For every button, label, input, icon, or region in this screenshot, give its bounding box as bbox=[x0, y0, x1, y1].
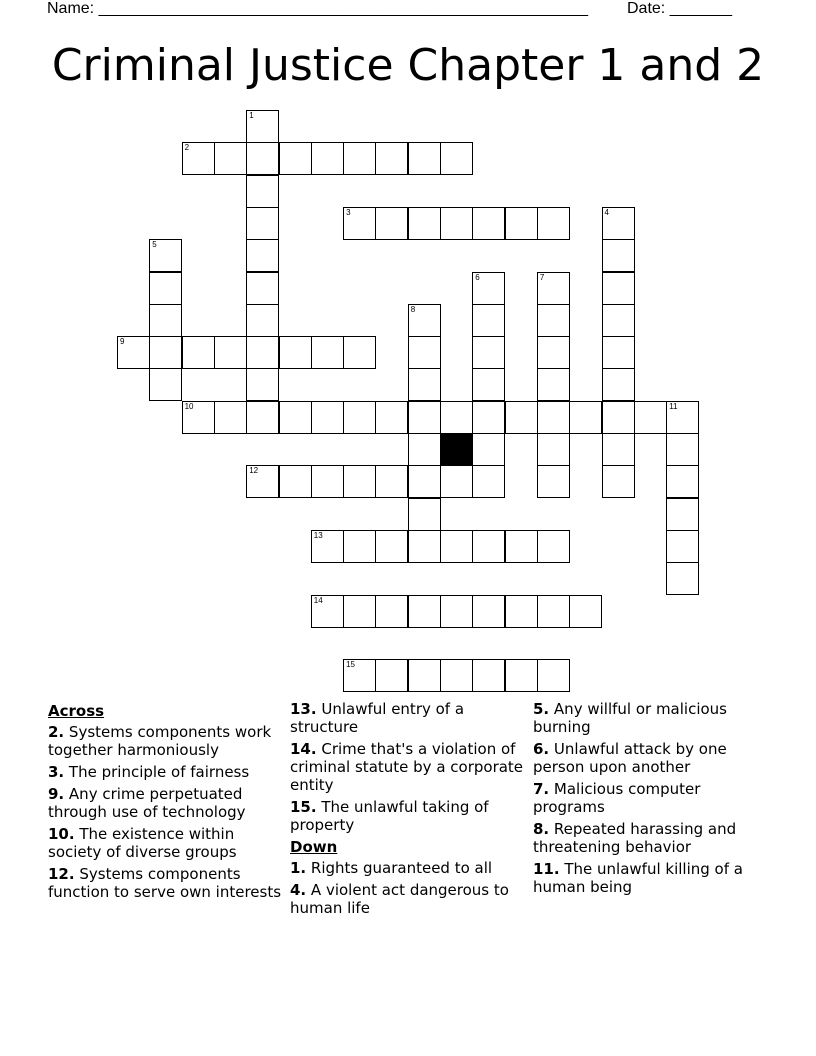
grid-cell[interactable] bbox=[602, 433, 635, 466]
grid-cell[interactable] bbox=[246, 239, 279, 272]
grid-cell[interactable] bbox=[408, 368, 441, 401]
grid-cell[interactable] bbox=[408, 401, 441, 434]
grid-cell[interactable] bbox=[343, 336, 376, 369]
grid-cell[interactable] bbox=[440, 401, 473, 434]
grid-cell[interactable] bbox=[440, 659, 473, 692]
grid-cell[interactable] bbox=[246, 465, 279, 498]
grid-cell[interactable] bbox=[311, 401, 344, 434]
grid-cell[interactable] bbox=[343, 659, 376, 692]
clue-across-10: 10. The existence within society of diverse groups bbox=[48, 825, 237, 861]
grid-cell[interactable] bbox=[279, 465, 312, 498]
grid-cell[interactable] bbox=[602, 465, 635, 498]
grid-cell[interactable] bbox=[182, 401, 215, 434]
grid-cell[interactable] bbox=[440, 465, 473, 498]
grid-cell[interactable] bbox=[246, 368, 279, 401]
clue-down-5: 5. Any willful or malicious burning bbox=[533, 700, 727, 736]
grid-cell[interactable] bbox=[182, 142, 215, 175]
clue-across-15: 15. The unlawful taking of property bbox=[290, 798, 489, 834]
grid-cell[interactable] bbox=[246, 304, 279, 337]
cell-number: 8 bbox=[410, 304, 416, 314]
grid-cell[interactable] bbox=[408, 142, 441, 175]
grid-cell[interactable] bbox=[440, 595, 473, 628]
grid-cell[interactable] bbox=[537, 401, 570, 434]
grid-cell[interactable] bbox=[246, 207, 279, 240]
grid-cell[interactable] bbox=[311, 142, 344, 175]
cell-number: 15 bbox=[346, 660, 355, 670]
grid-cell[interactable] bbox=[472, 530, 505, 563]
cell-number: 6 bbox=[475, 272, 480, 282]
grid-cell[interactable] bbox=[537, 304, 570, 337]
grid-cell[interactable] bbox=[505, 659, 538, 692]
grid-cell-blocked bbox=[440, 433, 473, 466]
grid-cell[interactable] bbox=[505, 530, 538, 563]
clue-down-7: 7. Malicious computer programs bbox=[533, 780, 701, 816]
grid-cell[interactable] bbox=[440, 207, 473, 240]
grid-cell[interactable] bbox=[375, 465, 408, 498]
grid-cell[interactable] bbox=[666, 530, 699, 563]
grid-cell[interactable] bbox=[311, 336, 344, 369]
grid-cell[interactable] bbox=[343, 401, 376, 434]
grid-cell[interactable] bbox=[246, 110, 279, 143]
grid-cell[interactable] bbox=[408, 207, 441, 240]
grid-cell[interactable] bbox=[602, 304, 635, 337]
clue-across-9: 9. Any crime perpetuated through use of technology bbox=[48, 785, 246, 821]
clue-across-13: 13. Unlawful entry of a structure bbox=[290, 700, 465, 736]
clue-down-4: 4. A violent act dangerous to human life bbox=[290, 881, 509, 917]
grid-cell[interactable] bbox=[602, 368, 635, 401]
grid-cell[interactable] bbox=[149, 239, 182, 272]
grid-cell[interactable] bbox=[343, 465, 376, 498]
clue-across-12: 12. Systems components function to serve own interests bbox=[48, 865, 282, 901]
grid-cell[interactable] bbox=[537, 530, 570, 563]
grid-cell[interactable] bbox=[375, 530, 408, 563]
grid-cell[interactable] bbox=[343, 142, 376, 175]
grid-cell[interactable] bbox=[505, 401, 538, 434]
grid-cell[interactable] bbox=[279, 336, 312, 369]
grid-cell[interactable] bbox=[149, 336, 182, 369]
grid-cell[interactable] bbox=[311, 530, 344, 563]
grid-cell[interactable] bbox=[472, 433, 505, 466]
grid-cell[interactable] bbox=[408, 530, 441, 563]
across-heading: Across bbox=[48, 702, 105, 720]
grid-cell[interactable] bbox=[214, 336, 247, 369]
grid-cell[interactable] bbox=[472, 401, 505, 434]
grid-cell[interactable] bbox=[440, 142, 473, 175]
grid-cell[interactable] bbox=[666, 401, 699, 434]
grid-cell[interactable] bbox=[472, 595, 505, 628]
grid-cell[interactable] bbox=[537, 465, 570, 498]
grid-cell[interactable] bbox=[311, 595, 344, 628]
clue-down-1: 1. Rights guaranteed to all bbox=[290, 859, 493, 877]
cell-number: 3 bbox=[346, 207, 351, 217]
grid-cell[interactable] bbox=[279, 401, 312, 434]
cell-number: 11 bbox=[669, 401, 678, 411]
grid-cell[interactable] bbox=[505, 595, 538, 628]
grid-cell[interactable] bbox=[602, 272, 635, 305]
grid-cell[interactable] bbox=[666, 433, 699, 466]
grid-cell[interactable] bbox=[375, 207, 408, 240]
grid-cell[interactable] bbox=[472, 465, 505, 498]
grid-cell[interactable] bbox=[408, 465, 441, 498]
grid-cell[interactable] bbox=[666, 465, 699, 498]
grid-cell[interactable] bbox=[634, 401, 667, 434]
grid-cell[interactable] bbox=[602, 207, 635, 240]
grid-cell[interactable] bbox=[246, 272, 279, 305]
cell-number: 9 bbox=[120, 337, 125, 347]
grid-cell[interactable] bbox=[214, 401, 247, 434]
grid-cell[interactable] bbox=[408, 498, 441, 531]
grid-cell[interactable] bbox=[472, 304, 505, 337]
grid-cell[interactable] bbox=[343, 207, 376, 240]
grid-cell[interactable] bbox=[408, 433, 441, 466]
grid-cell[interactable] bbox=[666, 498, 699, 531]
grid-cell[interactable] bbox=[246, 336, 279, 369]
grid-cell[interactable] bbox=[666, 562, 699, 595]
cell-number: 7 bbox=[539, 272, 545, 282]
grid-cell[interactable] bbox=[537, 595, 570, 628]
grid-cell[interactable] bbox=[472, 272, 505, 305]
clue-across-2: 2. Systems components work together harmoniously bbox=[48, 723, 272, 759]
clue-across-14: 14. Crime that's a violation of criminal statute by a corporate entity bbox=[290, 740, 524, 794]
grid-cell[interactable] bbox=[537, 272, 570, 305]
grid-cell[interactable] bbox=[472, 659, 505, 692]
grid-cell[interactable] bbox=[537, 207, 570, 240]
grid-cell[interactable] bbox=[149, 304, 182, 337]
grid-cell[interactable] bbox=[537, 368, 570, 401]
grid-cell[interactable] bbox=[343, 595, 376, 628]
grid-cell[interactable] bbox=[117, 336, 150, 369]
grid-cell[interactable] bbox=[375, 659, 408, 692]
clues-column-2 bbox=[290, 700, 525, 921]
grid-cell[interactable] bbox=[246, 175, 279, 208]
clue-across-3: 3. The principle of fairness bbox=[48, 763, 250, 781]
grid-cell[interactable] bbox=[472, 368, 505, 401]
grid-cell[interactable] bbox=[343, 530, 376, 563]
grid-cell[interactable] bbox=[537, 336, 570, 369]
grid-cell[interactable] bbox=[472, 207, 505, 240]
grid-cell[interactable] bbox=[375, 401, 408, 434]
grid-cell[interactable] bbox=[569, 595, 602, 628]
date-field-label: Date: _______ bbox=[627, 0, 732, 17]
cell-number: 2 bbox=[184, 143, 190, 153]
page-title: Criminal Justice Chapter 1 and 2 bbox=[51, 40, 765, 91]
cell-number: 4 bbox=[604, 207, 609, 217]
grid-cell[interactable] bbox=[472, 336, 505, 369]
grid-cell[interactable] bbox=[246, 401, 279, 434]
down-heading: Down bbox=[290, 838, 338, 856]
cell-number: 12 bbox=[249, 466, 259, 476]
grid-cell[interactable] bbox=[214, 142, 247, 175]
grid-cell[interactable] bbox=[149, 368, 182, 401]
cell-number: 1 bbox=[249, 111, 254, 120]
grid-cell[interactable] bbox=[537, 433, 570, 466]
name-field-label: Name: _______________________________________________________ bbox=[47, 0, 588, 17]
grid-cell[interactable] bbox=[408, 336, 441, 369]
clue-down-11: 11. The unlawful killing of a human being bbox=[533, 860, 743, 896]
cell-number: 10 bbox=[184, 401, 194, 411]
clues-column-1 bbox=[48, 700, 283, 905]
cell-number: 13 bbox=[313, 530, 323, 540]
grid-cell[interactable] bbox=[408, 595, 441, 628]
grid-cell[interactable] bbox=[408, 304, 441, 337]
clue-down-6: 6. Unlawful attack by one person upon another bbox=[533, 740, 727, 776]
grid-cell[interactable] bbox=[440, 530, 473, 563]
grid-cell[interactable] bbox=[311, 465, 344, 498]
grid-cell[interactable] bbox=[182, 336, 215, 369]
grid-cell[interactable] bbox=[537, 659, 570, 692]
grid-cell[interactable] bbox=[505, 207, 538, 240]
grid-cell[interactable] bbox=[408, 659, 441, 692]
grid-cell[interactable] bbox=[602, 239, 635, 272]
grid-cell[interactable] bbox=[149, 272, 182, 305]
grid-cell[interactable] bbox=[375, 595, 408, 628]
grid-cell[interactable] bbox=[602, 401, 635, 434]
grid-cell[interactable] bbox=[246, 142, 279, 175]
cell-number: 5 bbox=[152, 240, 157, 250]
grid-cell[interactable] bbox=[375, 142, 408, 175]
grid-cell[interactable] bbox=[279, 142, 312, 175]
clue-down-8: 8. Repeated harassing and threatening behavior bbox=[533, 820, 737, 856]
grid-cell[interactable] bbox=[569, 401, 602, 434]
clues-column-3 bbox=[533, 700, 768, 900]
cell-number: 14 bbox=[313, 595, 323, 605]
grid-cell[interactable] bbox=[602, 336, 635, 369]
